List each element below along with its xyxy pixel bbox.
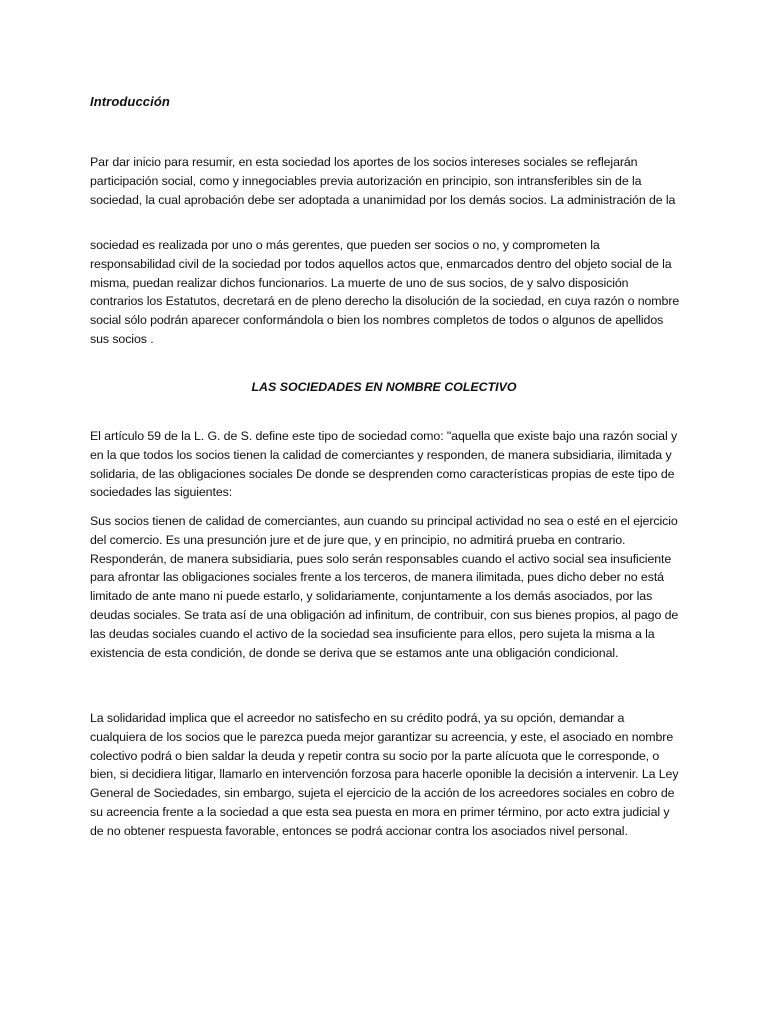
- section-title: LAS SOCIEDADES EN NOMBRE COLECTIVO: [251, 380, 517, 394]
- paragraph-article-59: El artículo 59 de la L. G. de S. define este tipo de sociedad como: "aquella que existe bajo una razón social y en la que todos los socios tienen la calidad de comerciantes y responden, de manera subsidiaria, ilimitada y solidaria, de las obligaciones sociales De donde se desprenden como características propias de este tipo de sociedades las siguientes:: [90, 429, 678, 500]
- paragraph-administration: sociedad es realizada por uno o más gerentes, que pueden ser socios o no, y comprometen la responsabilidad civil de la sociedad por todos aquellos actos que, enmarcados dentro del objeto social de la misma, puedan realizar dichos funcionarios. La muerte de uno de sus socios, de y salvo disposición contrarios los Estatutos, decretará en de pleno derecho la disolución de la sociedad, en cuya razón o nombre social sólo podrán aparecer conformándola o bien los nombres completos de todos o algunos de apellidos sus socios .: [90, 238, 680, 346]
- intro-heading: Introducción: [90, 94, 170, 109]
- paragraph-intro: Par dar inicio para resumir, en esta sociedad los aportes de los socios intereses sociales se reflejarán participación social, como y innegociables previa autorización en principio, son intransferibles sin de la sociedad, la cual aprobación debe ser adoptada a unanimidad por los demás socios. La administración de la: [90, 155, 676, 207]
- paragraph-solidarity: La solidaridad implica que el acreedor no satisfecho en su crédito podrá, ya su opción, demandar a cualquiera de los socios que le parezca pueda mejor garantizar su acreencia, y este, el asociado en nombre colectivo podrá o bien saldar la deuda y repetir contra su socio por la parte alícuota que le corresponde, o bien, si decidiera litigar, llamarlo en intervención forzosa para hacerle oponible la decisión a intervenir. La Ley General de Sociedades, sin embargo, sujeta el ejercicio de la acción de los acreedores sociales en cobro de su acreencia frente a la sociedad a que esta sea puesta en mora en primer término, por acto extra judicial y de no obtener respuesta favorable, entonces se podrá accionar contra los asociados nivel personal.: [90, 711, 679, 838]
- paragraph-characteristics: Sus socios tienen de calidad de comerciantes, aun cuando su principal actividad no sea o esté en el ejercicio del comercio. Es una presunción jure et de jure que, y en principio, no admitirá prueba en contrario. Responderán, de manera subsidiaria, pues solo serán responsables cuando el activo social sea insuficiente para afrontar las obligaciones sociales frente a los terceros, de manera ilimitada, pues dicho deber no está limitado de ante mano ni puede estarlo, y solidariamente, conjuntamente a los demás asociados, por las deudas sociales. Se trata así de una obligación ad infinitum, de contribuir, con sus bienes propios, al pago de las deudas sociales cuando el activo de la sociedad sea insuficiente para ellos, pero sujeta la misma a la existencia de esta condición, de donde se deriva que se estamos ante una obligación condicional.: [90, 514, 679, 660]
